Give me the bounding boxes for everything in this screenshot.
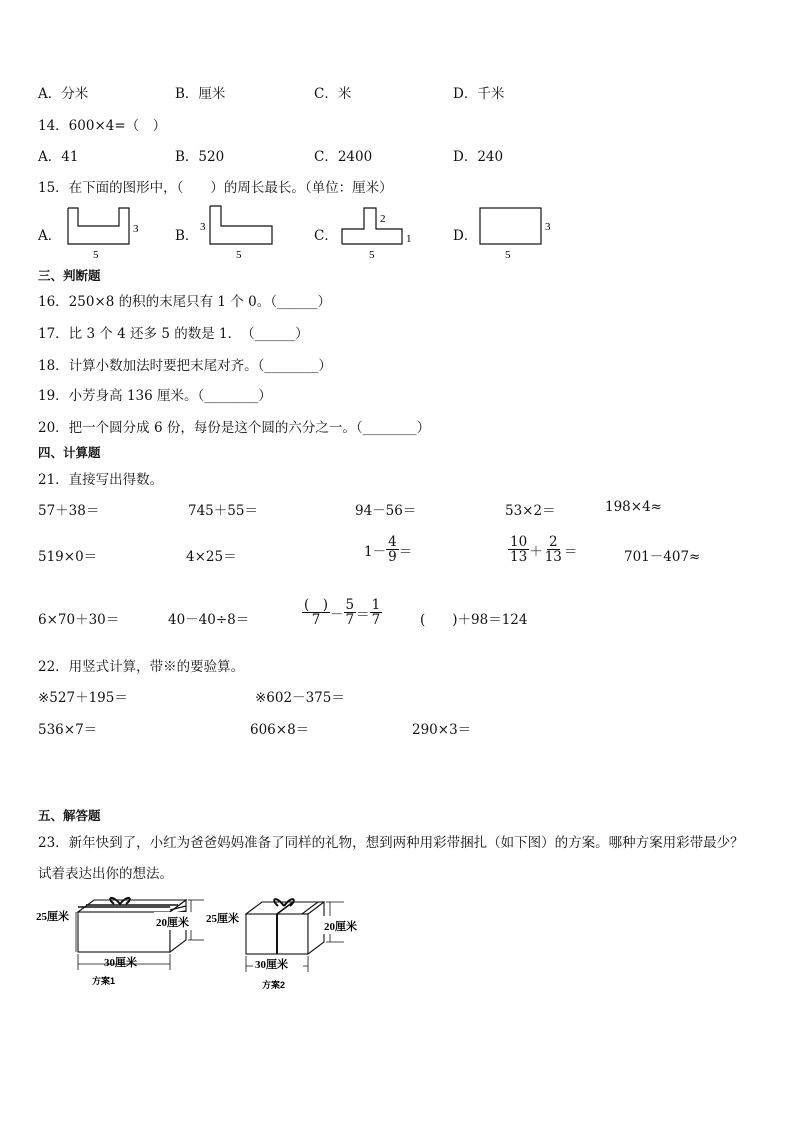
figure-c-width-label: 5 [369,249,375,261]
q22-r2-a: 536×7＝ [38,722,98,738]
numerator-blank[interactable]: ( ) [304,597,329,613]
figure-c-height-label: 1 [406,233,412,245]
figure-d-width-label: 5 [505,249,511,261]
q22-r1-b: ※602－375＝ [255,690,345,706]
denominator: 7 [345,612,355,629]
figure-d-outline [480,208,541,244]
box-top-face [78,900,186,912]
plan1-height-label: 25厘米 [36,911,69,923]
numerator: 5 [345,597,355,613]
q21-r1-a: 57＋38＝ [38,503,100,519]
fraction [302,598,330,627]
q15-figure-a [62,200,152,262]
q20: 20．把一个圆分成 6 份，每份是这个圆的六分之一。（________） [38,420,431,436]
q15-letter-b[interactable]: B． [175,228,199,244]
operator: － [330,606,344,623]
q21-r2-d [508,535,577,564]
q22-r2-c: 290×3＝ [412,722,472,738]
q14-option-a[interactable]: A．41 [38,149,79,165]
plan2-caption: 方案2 [262,980,286,990]
q22-stem: 22．用竖式计算，带※的要验算。 [38,659,245,675]
plan1-gift-box [36,892,206,992]
q21-r2-e: 701－407≈ [624,549,701,565]
figure-a-outline [68,208,129,244]
plan1-depth-label: 20厘米 [156,917,189,929]
box-side-face [308,902,324,954]
figure-b-width-label: 5 [236,249,242,261]
q13-option-a[interactable]: A．分米 [38,86,89,102]
fraction [386,535,399,564]
figure-a-height-label: 3 [133,223,139,235]
q15-letter-a[interactable]: A． [38,228,62,244]
denominator: 7 [371,612,381,629]
q13-option-c[interactable]: C．米 [314,86,352,102]
figure-c-top-label: 2 [380,213,386,225]
q15-figure-d [474,200,564,262]
q22-r2-b: 606×8＝ [250,722,310,738]
q21-stem: 21．直接写出得数。 [38,472,164,488]
q21-r2-a: 519×0＝ [38,549,98,565]
equals: ＝ [356,606,370,623]
q16: 16．250×8 的积的末尾只有 1 个 0。（______） [38,294,331,310]
figure-b-outline [210,206,272,244]
q23-line1: 23．新年快到了，小红为爸爸妈妈准备了同样的礼物，想到两种用彩带捆扎（如下图）的方案。哪种方案用彩带最少？ [38,835,744,851]
denominator: 9 [388,549,397,566]
numerator: 4 [388,534,397,550]
q14-option-c[interactable]: C．2400 [314,149,373,165]
q15-figure-c [336,200,426,262]
fraction [344,598,357,627]
q21-r1-b: 745＋55＝ [188,503,258,519]
numerator: 1 [371,597,381,613]
q14-stem: 14．600×4=（ ） [38,118,167,134]
equals: ＝ [398,543,413,560]
q21-r1-e: 198×4≈ [605,499,662,515]
plan1-caption: 方案1 [92,976,116,986]
q21-r3-b: 40－40÷8＝ [168,612,250,628]
figure-c-outline [342,208,402,244]
q14-option-d[interactable]: D．240 [453,149,504,165]
q14-option-b[interactable]: B．520 [175,149,225,165]
q15-letter-d[interactable]: D． [453,228,478,244]
denominator: 13 [510,549,528,566]
q21-r3-c [302,598,382,627]
q17: 17．比 3 个 4 还多 5 的数是 1． （______） [38,326,309,342]
q15-stem: 15．在下面的图形中，（ ）的周长最长。（单位：厘米） [38,180,393,196]
q21-r1-d: 53×2＝ [505,503,556,519]
plan1-width-label: 30厘米 [104,957,137,969]
q21-r2-c-lead: 1－ [364,543,387,560]
operator: ＋ [529,543,543,560]
figure-a-width-label: 5 [93,249,99,261]
denominator: 13 [544,549,562,566]
figure-d-height-label: 3 [545,221,551,233]
figure-b-height-label: 3 [200,221,206,233]
fraction [370,598,383,627]
plan2-gift-box [206,892,376,996]
q13-option-d[interactable]: D．千米 [453,86,505,102]
q21-r3-d[interactable]: ( )＋98＝124 [420,612,528,628]
q21-r1-c: 94－56＝ [355,503,417,519]
fraction [543,535,564,564]
plan2-height-label: 25厘米 [206,913,239,925]
section5-title: 五、解答题 [38,808,101,823]
q21-r2-b: 4×25＝ [186,549,237,565]
q19: 19．小芳身高 136 厘米。（________） [38,388,272,404]
fraction [508,535,529,564]
q21-r3-a: 6×70＋30＝ [38,612,120,628]
q13-option-b[interactable]: B．厘米 [175,86,226,102]
q18: 18．计算小数加法时要把末尾对齐。（________） [38,358,332,374]
numerator: 2 [548,534,558,550]
plan2-depth-label: 20厘米 [324,921,357,933]
equals: ＝ [563,543,578,560]
q15-letter-c[interactable]: C． [314,228,338,244]
denominator: 7 [311,612,321,629]
q15-figure-b [196,200,286,262]
section4-title: 四、计算题 [38,445,101,460]
q21-r2-c [364,535,412,564]
numerator: 10 [510,534,528,550]
section3-title: 三、判断题 [38,268,101,283]
q23-line2: 试着表达出你的想法。 [38,866,173,882]
plan2-width-label: 30厘米 [255,959,288,971]
q22-r1-a: ※527＋195＝ [38,690,128,706]
